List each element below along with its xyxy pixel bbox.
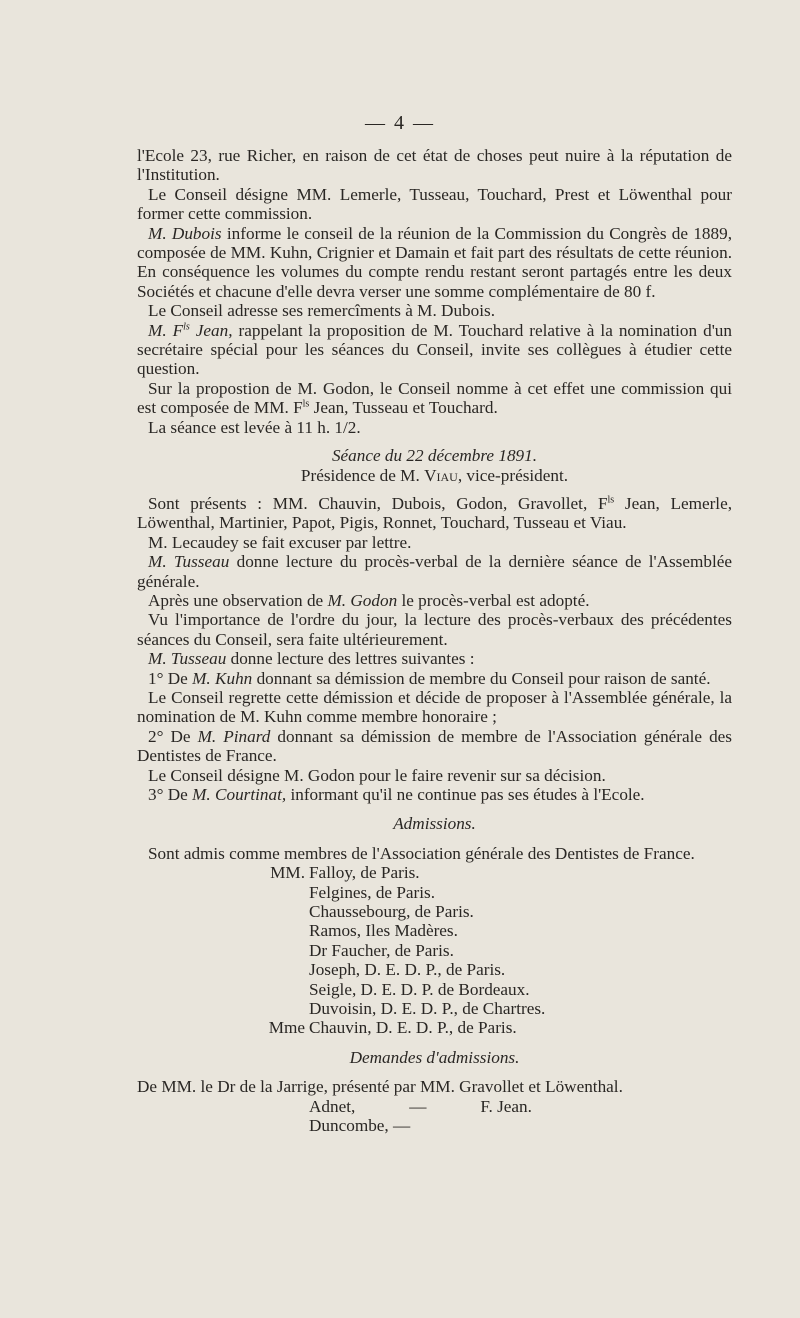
paragraph-lecaudey: M. Lecaudey se fait excuser par lettre.	[148, 532, 412, 552]
paragraph-designe: Le Conseil désigne M. Godon pour le faire revenir sur sa décision.	[148, 765, 606, 785]
list-item: Chaussebourg, de Paris.	[309, 902, 474, 922]
speaker-name: M. $F^{ls}$ Jean,	[148, 320, 233, 340]
letter-pinard: 2° De M. Pinard donnant sa démission de membre de l'Association générale des Dentistes de France.	[137, 726, 732, 766]
request-line: Duncombe, —	[309, 1116, 411, 1136]
list-item: Felgines, de Paris.	[309, 882, 436, 902]
list-item: Ramos, Iles Madères.	[309, 921, 458, 941]
body-text	[137, 146, 732, 1136]
paragraph-nomination: Sur la propostion de M. Godon, le Conseil nomme à cet effet une commission qui est composée de MM. $F^{ls}$ Jean, Tusseau et Touchard.	[137, 378, 732, 418]
request-line: Adnet, — F. Jean.	[309, 1096, 532, 1116]
paragraph-tusseau-lettres: M. Tusseau donne lecture des lettres suivantes :	[148, 649, 475, 669]
list-item: Mme Chauvin, D. E. D. P., de Paris.	[268, 1018, 517, 1038]
list-item: Joseph, D. E. D. P., de Paris.	[309, 960, 506, 980]
paragraph-levee: La séance est levée à 11 h. 1/2.	[148, 417, 361, 437]
paragraph-commission: Le Conseil désigne MM. Lemerle, Tusseau, Touchard, Prest et Löwenthal pour former cette commission.	[137, 184, 732, 224]
list-item: Duvoisin, D. E. D. P., de Chartres.	[309, 999, 546, 1019]
paragraph-ecole: l'Ecole 23, rue Richer, en raison de cet état de choses peut nuire à la réputation de l'Institution.	[137, 146, 732, 185]
paragraph-tusseau-pv: M. Tusseau donne lecture du procès-verbal de la dernière séance de l'Assemblée générale.	[137, 552, 732, 591]
paragraph-admis: Sont admis comme membres de l'Association générale des Dentistes de France.	[148, 843, 695, 863]
presidence-line: Présidence de M. Viau, vice-président.	[300, 465, 569, 485]
paragraph-regrette: Le Conseil regrette cette démission et décide de proposer à l'Assemblée générale, la nomination de M. Kuhn comme membre honoraire ;	[137, 687, 732, 727]
paragraph-godon: Après une observation de M. Godon le procès-verbal est adopté.	[148, 590, 590, 610]
page-number: — 4 —	[365, 112, 435, 134]
section-heading-admissions: Admissions.	[393, 814, 476, 834]
list-item: Seigle, D. E. D. P. de Bordeaux.	[309, 979, 530, 999]
paragraph-jean: M. $F^{ls}$ Jean, rappelant la proposition de M. Touchard relative à la nomination d'un secrétaire spécial pour les séances du Conseil, invite ses collègues à étudier cette question.	[137, 320, 732, 379]
request-line: De MM. le Dr de la Jarrige, présenté par MM. Gravollet et Löwenthal.	[137, 1077, 623, 1097]
paragraph-presents: Sont présents : MM. Chauvin, Dubois, Godon, Gravollet, $F^{ls}$ Jean, Lemerle, Löwenthal, Martinier, Papot, Pigis, Ronnet, Touchard, Tusseau et Viau.	[137, 493, 732, 533]
section-heading-demandes: Demandes d'admissions.	[349, 1047, 520, 1067]
list-item: MM. Falloy, de Paris.	[270, 863, 420, 883]
letter-kuhn: 1° De M. Kuhn donnant sa démission de membre du Conseil pour raison de santé.	[148, 668, 711, 688]
paragraph-remerciement: Le Conseil adresse ses remercîments à M. Dubois.	[148, 301, 496, 321]
speaker-name: M. Dubois	[148, 223, 222, 243]
section-heading-seance: Séance du 22 décembre 1891.	[331, 446, 538, 466]
admissions-list	[137, 863, 732, 1038]
paragraph-importance: Vu l'importance de l'ordre du jour, la lecture des procès-verbaux des précédentes séances du Conseil, sera faite ultérieurement.	[137, 610, 732, 649]
letter-courtinat: 3° De M. Courtinat, informant qu'il ne continue pas ses études à l'Ecole.	[148, 785, 645, 804]
list-item: Dr Faucher, de Paris.	[309, 940, 454, 960]
paragraph-dubois: M. Dubois informe le conseil de la réunion de la Commission du Congrès de 1889, composée de MM. Kuhn, Crignier et Damain et fait part des résultats de cette réunion. En conséquence les volumes du compte rendu restant seront partagés entre les deux Sociétés et chacune d'elle devra verser une somme complémentaire de 80 f.	[137, 223, 732, 301]
